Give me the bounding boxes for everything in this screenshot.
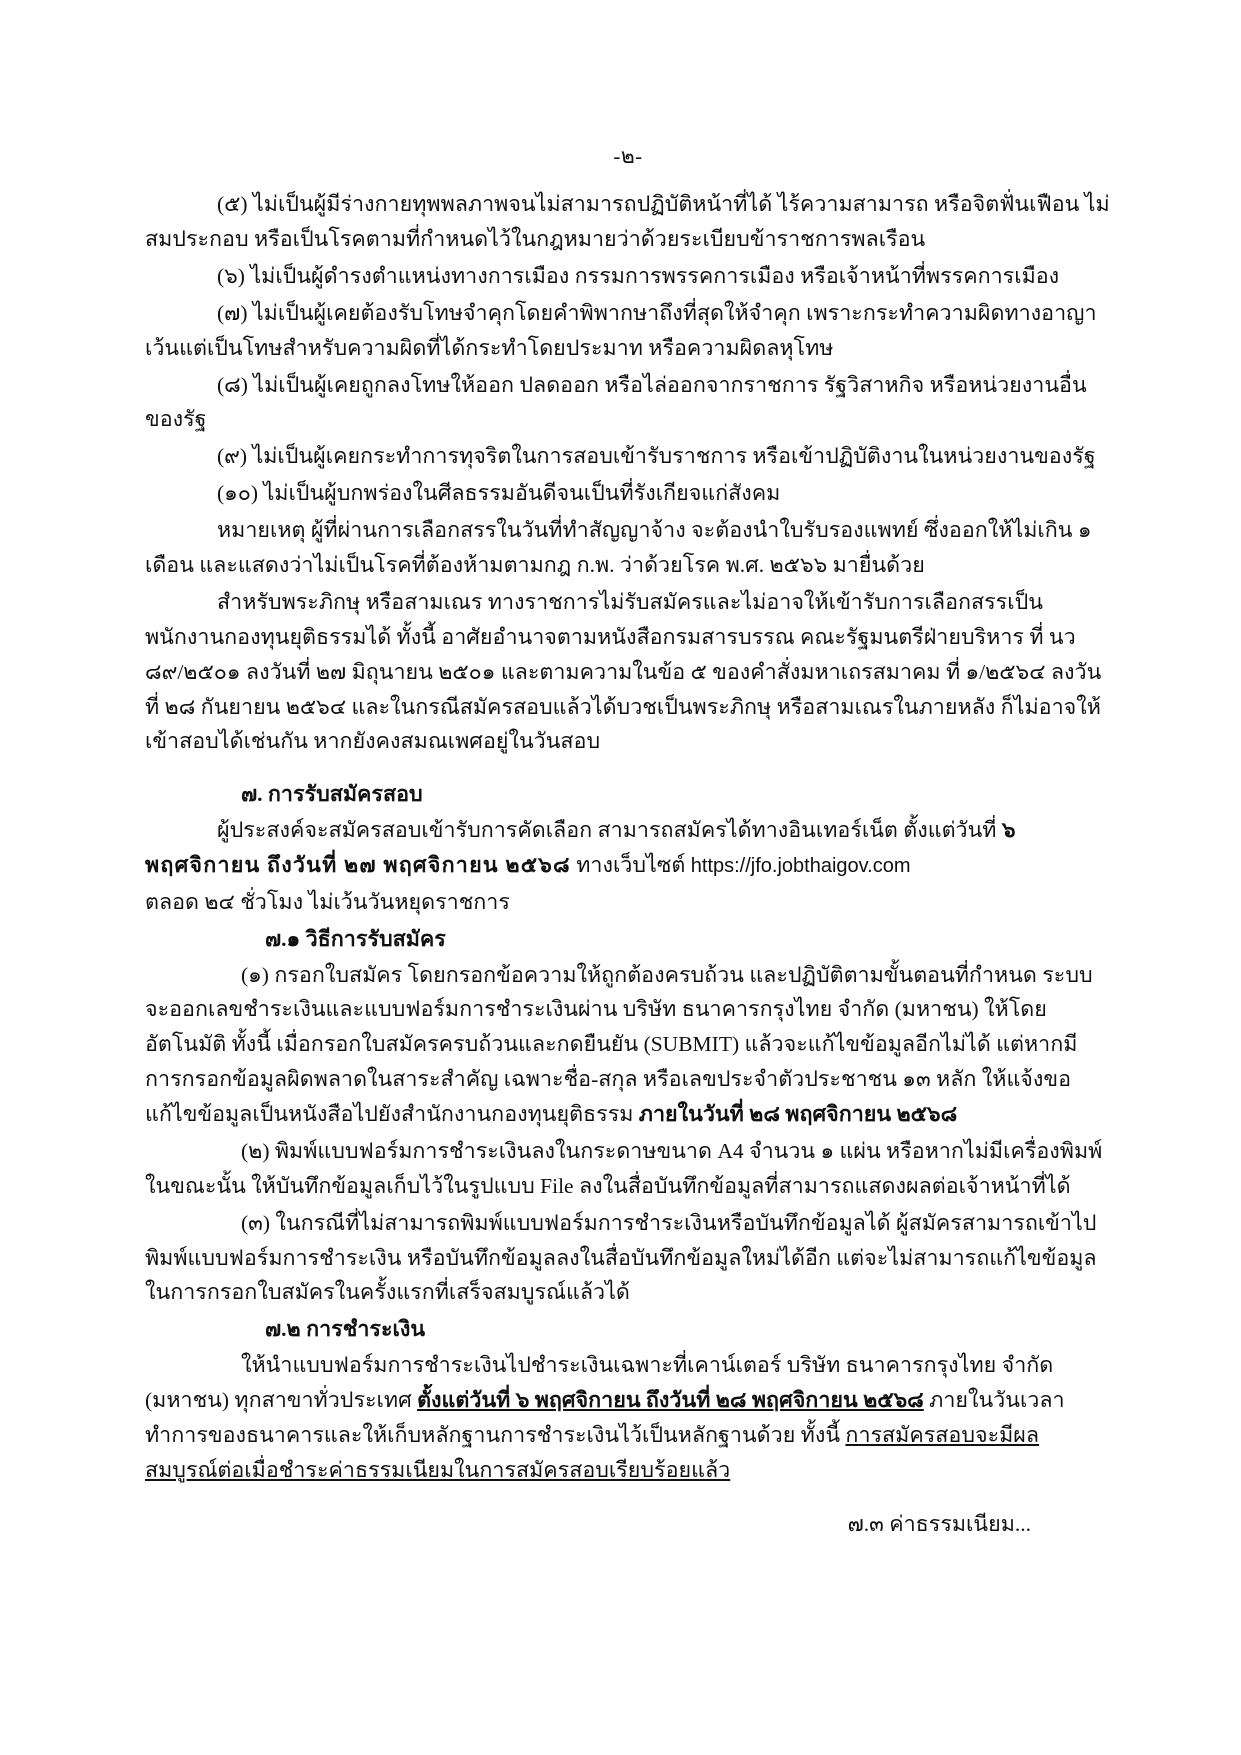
document-body	[145, 187, 1111, 1542]
section-7-1-item-1-deadline: ภายในวันที่ ๒๘ พฤศจิกายน ๒๕๖๘	[638, 1101, 958, 1126]
application-website-link[interactable]: https://jfo.jobthaigov.com	[690, 854, 911, 877]
section-7-intro-part3: ตลอด ๒๔ ชั่วโมง ไม่เว้นวันหยุดราชการ	[145, 889, 510, 914]
section-7-1-heading: ๗.๑ วิธีการรับสมัคร	[265, 926, 446, 951]
section-7-2-part2: ภายในวันเวลาทำการของธนาคารและให้เก็บหลักฐานการชำระเงินไว้เป็นหลักฐานด้วย ทั้งนี้	[145, 1388, 1065, 1447]
section-7-2-payment-dates: ตั้งแต่วันที่ ๖ พฤศจิกายน ถึงวันที่ ๒๘ พฤศจิกายน ๒๕๖๘	[417, 1388, 924, 1413]
section-7-2-underlined-note: การสมัครสอบจะมีผลสมบูรณ์ต่อเมื่อชำระค่าธรรมเนียมในการสมัครสอบเรียบร้อยแล้ว	[145, 1422, 1040, 1482]
section-7-heading: ๗. การรับสมัครสอบ	[241, 782, 423, 807]
section-7-2-part1: ให้นำแบบฟอร์มการชำระเงินไปชำระเงินเฉพาะที่เคาน์เตอร์ บริษัท ธนาคารกรุงไทย จำกัด (มหาชน) ทุกสาขาทั่วประเทศ	[145, 1353, 1054, 1413]
section-7-1-item-1-text: (๑) กรอกใบสมัคร โดยกรอกข้อความให้ถูกต้องครบถ้วน และปฏิบัติตามขั้นตอนที่กำหนด ระบบจะออกเลขชำระเงินและแบบฟอร์มการชำระเงินผ่าน บริษัท ธนาคารกรุงไทย จำกัด (มหาชน) ให้โดยอัตโนมัติ ทั้งนี้ เมื่อกรอกใบสมัครครบถ้วนและกดยืนยัน (SUBMIT) แล้วจะแก้ไขข้อมูลอีกไม่ได้ แต่หากมีการกรอกข้อมูลผิดพลาดในสาระสำคัญ เฉพาะชื่อ-สกุล หรือเลขประจำตัวประชาชน ๑๓ หลัก ให้แจ้งขอแก้ไขข้อมูลเป็นหนังสือไปยังสำนักงานกองทุนยุติธรรม	[145, 962, 1093, 1126]
section-7-application-dates: ๖ พฤศจิกายน ถึงวันที่ ๒๗ พฤศจิกายน ๒๕๖๘	[145, 817, 1017, 877]
section-7-1-item-3: (๓) ในกรณีที่ไม่สามารถพิมพ์แบบฟอร์มการชำระเงินหรือบันทึกข้อมูลได้ ผู้สมัครสามารถเข้าไปพิมพ์แบบฟอร์มการชำระเงิน หรือบันทึกข้อมูลลงในสื่อบันทึกข้อมูลใหม่ได้อีก แต่จะไม่สามารถแก้ไขข้อมูลในการกรอกใบสมัครในครั้งแรกที่เสร็จสมบูรณ์แล้วได้	[145, 1210, 1097, 1305]
page-number: -๒-	[613, 144, 643, 168]
paragraph-item-9: (๙) ไม่เป็นผู้เคยกระทำการทุจริตในการสอบเข้ารับราชการ หรือเข้าปฏิบัติงานในหน่วยงานของรัฐ	[217, 444, 1096, 469]
section-7-2-body	[145, 1348, 1111, 1487]
paragraph-item-6: (๖) ไม่เป็นผู้ดำรงตำแหน่งทางการเมือง กรรมการพรรคการเมือง หรือเจ้าหน้าที่พรรคการเมือง	[217, 263, 1060, 288]
section-7-intro	[145, 813, 1111, 883]
section-7-1-item-1	[145, 958, 1111, 1132]
section-7-3-teaser: ๗.๓ ค่าธรรมเนียม...	[847, 1511, 1031, 1536]
paragraph-monk-clause: สำหรับพระภิกษุ หรือสามเณร ทางราชการไม่รับสมัครและไม่อาจให้เข้ารับการเลือกสรรเป็นพนักงานกองทุนยุติธรรมได้ ทั้งนี้ อาศัยอำนาจตามหนังสือกรมสารบรรณ คณะรัฐมนตรีฝ่ายบริหาร ที่ นว ๘๙/๒๕๐๑ ลงวันที่ ๒๗ มิถุนายน ๒๕๐๑ และตามความในข้อ ๕ ของคำสั่งมหาเถรสมาคม ที่ ๑/๒๕๖๔ ลงวันที่ ๒๘ กันยายน ๒๕๖๔ และในกรณีสมัครสอบแล้วได้บวชเป็นพระภิกษุ หรือสามเณรในภายหลัง ก็ไม่อาจให้เข้าสอบได้เช่นกัน หากยังคงสมณเพศอยู่ในวันสอบ	[145, 590, 1102, 754]
paragraph-item-10: (๑๐) ไม่เป็นผู้บกพร่องในศีลธรรมอันดีจนเป็นที่รังเกียจแก่สังคม	[217, 481, 781, 506]
paragraph-note: หมายเหตุ ผู้ที่ผ่านการเลือกสรรในวันที่ทำสัญญาจ้าง จะต้องนำใบรับรองแพทย์ ซึ่งออกให้ไม่เกิน ๑ เดือน และแสดงว่าไม่เป็นโรคที่ต้องห้ามตามกฎ ก.พ. ว่าด้วยโรค พ.ศ. ๒๕๖๖ มายื่นด้วย	[145, 518, 1092, 578]
section-7-intro-part2: ทางเว็บไซต์	[570, 852, 691, 877]
section-7-2-heading: ๗.๒ การชำระเงิน	[265, 1317, 426, 1342]
section-7-intro-part1: ผู้ประสงค์จะสมัครสอบเข้ารับการคัดเลือก สามารถสมัครได้ทางอินเทอร์เน็ต ตั้งแต่วันที่	[217, 817, 1002, 842]
paragraph-item-7: (๗) ไม่เป็นผู้เคยต้องรับโทษจำคุกโดยคำพิพากษาถึงที่สุดให้จำคุก เพราะกระทำความผิดทางอาญา เว้นแต่เป็นโทษสำหรับความผิดที่ได้กระทำโดยประมาท หรือความผิดลหุโทษ	[145, 300, 1097, 360]
spacer	[145, 761, 1111, 767]
paragraph-item-8: (๘) ไม่เป็นผู้เคยถูกลงโทษให้ออก ปลดออก หรือไล่ออกจากราชการ รัฐวิสาหกิจ หรือหน่วยงานอื่นของรัฐ	[145, 372, 1087, 432]
section-7-1-item-2: (๒) พิมพ์แบบฟอร์มการชำระเงินลงในกระดาษขนาด A4 จำนวน ๑ แผ่น หรือหากไม่มีเครื่องพิมพ์ในขณะนั้น ให้บันทึกข้อมูลเก็บไว้ในรูปแบบ File ลงในสื่อบันทึกข้อมูลที่สามารถแสดงผลต่อเจ้าหน้าที่ได้	[145, 1138, 1103, 1198]
paragraph-item-5: (๕) ไม่เป็นผู้มีร่างกายทุพพลภาพจนไม่สามารถปฏิบัติหน้าที่ได้ ไร้ความสามารถ หรือจิตฟั่นเฟือน ไม่สมประกอบ หรือเป็นโรคตามที่กำหนดไว้ในกฎหมายว่าด้วยระเบียบข้าราชการพลเรือน	[145, 192, 1110, 251]
